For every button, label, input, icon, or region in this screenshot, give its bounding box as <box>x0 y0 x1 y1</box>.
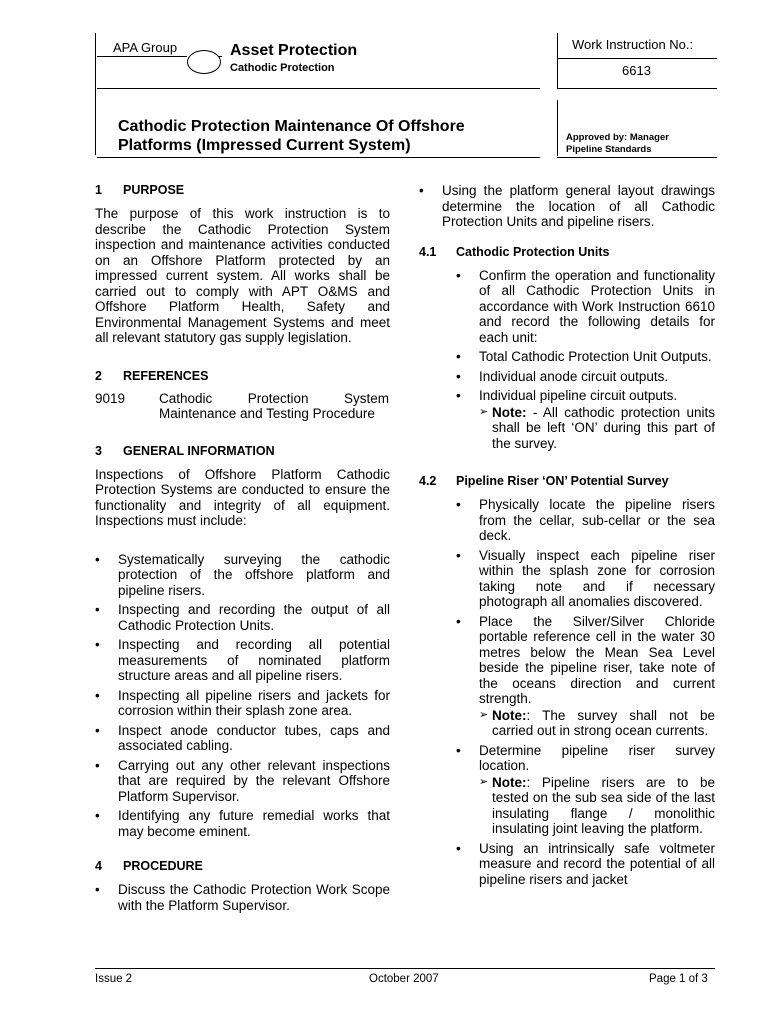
list-item <box>456 388 715 404</box>
list-item <box>95 602 390 633</box>
list-item-text: Discuss the Cathodic Protection Work Scope with the Platform Supervisor. <box>118 882 390 913</box>
right-column <box>419 183 715 891</box>
list-item-text: Inspecting and recording the output of all Cathodic Protection Units. <box>118 602 390 633</box>
list-item-text: Carrying out any other relevant inspections that are required by the relevant Offshore Platform Supervisor. <box>118 757 390 804</box>
wi-box-left <box>557 33 558 89</box>
document-title-line2: Platforms (Impressed Current System) <box>118 137 411 154</box>
header-title: Asset Protection <box>230 42 358 59</box>
riser-survey-list-cont <box>456 743 715 774</box>
list-item <box>456 268 715 346</box>
list-item-text: Using the platform general layout drawings determine the location of all Cathodic Protection Units and pipeline risers. <box>442 183 715 229</box>
note-text: : The survey shall not be carried out in strong ocean currents. <box>492 707 715 738</box>
list-item <box>456 548 715 610</box>
list-item <box>456 369 715 385</box>
bullet-icon: • <box>95 882 100 897</box>
header-logo-rule-right <box>219 56 222 57</box>
list-item-text: Systematically surveying the cathodic protection of the offshore platform and pipeline risers. <box>118 551 390 598</box>
bullet-icon: • <box>456 388 461 403</box>
section-number: 3 <box>95 443 102 458</box>
bullet-icon: • <box>95 808 100 823</box>
header-logo-rule <box>97 56 187 57</box>
list-item-text: Individual pipeline circuit outputs. <box>479 388 678 403</box>
list-item <box>456 497 715 544</box>
list-item-text: Inspecting and recording all potential measurements of nominated platform structure areas and all pipeline risers. <box>118 637 390 683</box>
reference-code: 9019 <box>95 390 126 406</box>
list-item-text: Identifying any future remedial works that may become eminent. <box>118 808 390 839</box>
section-heading-purpose <box>95 183 390 197</box>
list-item <box>456 349 715 365</box>
footer-page: Page 1 of 3 <box>649 973 708 985</box>
list-item-text: Using an intrinsically safe voltmeter measure and record the potential of all pipeline risers and jacket <box>479 840 715 887</box>
section-number: 2 <box>95 368 102 383</box>
bullet-icon: • <box>456 497 461 512</box>
list-item <box>95 637 390 684</box>
list-item <box>95 552 390 599</box>
logo-text: APA Group <box>113 40 178 55</box>
bullet-icon: • <box>456 368 461 384</box>
bullet-icon: • <box>95 551 100 567</box>
note-text: : Pipeline risers are to be tested on the sub sea side of the last insulating flange / monolithic insulating joint leaving the platform. <box>492 774 715 836</box>
bullet-icon: • <box>419 183 424 198</box>
section-heading-procedure <box>95 859 390 873</box>
list-item-text: Total Cathodic Protection Unit Outputs. <box>479 349 712 364</box>
list-item <box>95 882 390 913</box>
list-item-text: Physically locate the pipeline risers from the cellar, sub-cellar or the sea deck. <box>479 497 715 543</box>
header-left-rule <box>95 33 96 155</box>
list-item <box>95 723 390 754</box>
subsection-number: 4.1 <box>419 244 437 259</box>
list-item-text: Inspecting all pipeline risers and jackets for corrosion within their splash zone area. <box>118 687 390 718</box>
bullet-icon: • <box>95 687 100 703</box>
subsection-heading-riser-survey <box>419 474 715 488</box>
note-text: - All cathodic protection units shall be left ‘ON’ during this part of the survey. <box>492 404 715 451</box>
title-bottom-rule <box>97 157 540 158</box>
work-instruction-label: Work Instruction No.: <box>572 37 694 52</box>
list-item <box>456 743 715 774</box>
arrow-icon: ➢ <box>479 405 489 418</box>
procedure-list <box>95 882 390 913</box>
list-item <box>456 614 715 707</box>
purpose-paragraph: The purpose of this work instruction is to describe the Cathodic Protection System inspection and maintenance activities conducted on an Offshore Platform protected by an impressed current system. All works shall be carried out to comply with APT O&MS and Offshore Platform Health, Safety and Environmental Management Systems and meet all relevant statutory gas supply legislation. <box>95 206 390 345</box>
list-item <box>95 808 390 839</box>
document-title-line1: Cathodic Protection Maintenance Of Offshore <box>118 118 465 135</box>
cp-units-list <box>456 268 715 404</box>
footer-date: October 2007 <box>369 973 439 985</box>
subsection-heading-cp-units <box>419 245 715 259</box>
header-subtitle: Cathodic Protection <box>230 62 335 74</box>
section-title: PURPOSE <box>123 183 185 197</box>
note-insulating-flange <box>479 775 715 837</box>
reference-text: Cathodic Protection System Maintenance and Testing Procedure <box>159 390 389 421</box>
bullet-icon: • <box>456 613 461 629</box>
riser-survey-list-end <box>456 841 715 888</box>
subsection-number: 4.2 <box>419 474 437 488</box>
wi-box-divider <box>557 58 717 59</box>
bullet-icon: • <box>456 349 461 364</box>
list-item <box>456 841 715 888</box>
section-title: GENERAL INFORMATION <box>123 443 275 458</box>
header-mid-rule <box>97 88 540 89</box>
list-item <box>95 758 390 805</box>
note-label: Note: <box>492 404 527 420</box>
bullet-icon: • <box>456 267 461 283</box>
note-cp-units <box>479 405 715 452</box>
arrow-icon: ➢ <box>479 775 489 788</box>
list-item-text: Place the Silver/Silver Chloride portable reference cell in the water 30 metres below the Mean Sea Level beside the pipeline riser, take note of the oceans direction and current strength. <box>479 613 715 706</box>
work-instruction-number: 6613 <box>622 63 651 78</box>
section-heading-general <box>95 444 390 458</box>
list-item-text: Individual anode circuit outputs. <box>479 368 669 384</box>
section-heading-references <box>95 369 390 383</box>
general-list <box>95 552 390 840</box>
note-ocean-currents <box>479 708 715 739</box>
approved-box-bottom <box>557 157 717 158</box>
bullet-icon: • <box>95 637 100 652</box>
note-label: Note: <box>492 774 527 790</box>
approved-by-line2: Pipeline Standards <box>566 144 652 155</box>
riser-survey-list <box>456 497 715 707</box>
bullet-icon: • <box>456 840 461 856</box>
list-item-text: Confirm the operation and functionality of all Cathodic Protection Units in accordance with Work Instruction 6610 and record the following details for each unit: <box>479 267 715 345</box>
approved-by-line1: Approved by: Manager <box>566 132 669 143</box>
list-item-text: Determine pipeline riser survey location. <box>479 742 715 773</box>
list-item <box>95 688 390 719</box>
general-paragraph: Inspections of Offshore Platform Cathodic Protection Systems are conducted to ensure the functionality and integrity of all equipment. Inspections must include: <box>95 466 390 528</box>
subsection-title: Pipeline Riser ‘ON’ Potential Survey <box>456 474 669 488</box>
arrow-icon: ➢ <box>479 708 489 721</box>
wi-box-bottom <box>557 88 717 89</box>
footer-issue: Issue 2 <box>95 973 133 985</box>
bullet-icon: • <box>95 757 100 773</box>
section-number: 1 <box>95 183 102 197</box>
list-item-text: Inspect anode conductor tubes, caps and associated cabling. <box>118 722 390 753</box>
left-column <box>95 183 390 917</box>
note-label: Note: <box>492 707 527 723</box>
list-item-text: Visually inspect each pipeline riser within the splash zone for corrosion taking note and if necessary photograph all anomalies discovered. <box>479 547 715 609</box>
bullet-icon: • <box>95 722 100 738</box>
subsection-title: Cathodic Protection Units <box>456 244 610 259</box>
list-item <box>419 183 715 230</box>
bullet-icon: • <box>456 742 461 758</box>
footer-rule <box>95 968 715 969</box>
approved-box-left <box>557 100 558 156</box>
reference-entry <box>95 391 390 422</box>
logo-circle <box>187 50 221 74</box>
section-number: 4 <box>95 859 102 873</box>
section-title: PROCEDURE <box>123 859 203 873</box>
section-title: REFERENCES <box>123 368 209 383</box>
intro-list <box>419 183 715 230</box>
bullet-icon: • <box>456 547 461 563</box>
bullet-icon: • <box>95 602 100 617</box>
